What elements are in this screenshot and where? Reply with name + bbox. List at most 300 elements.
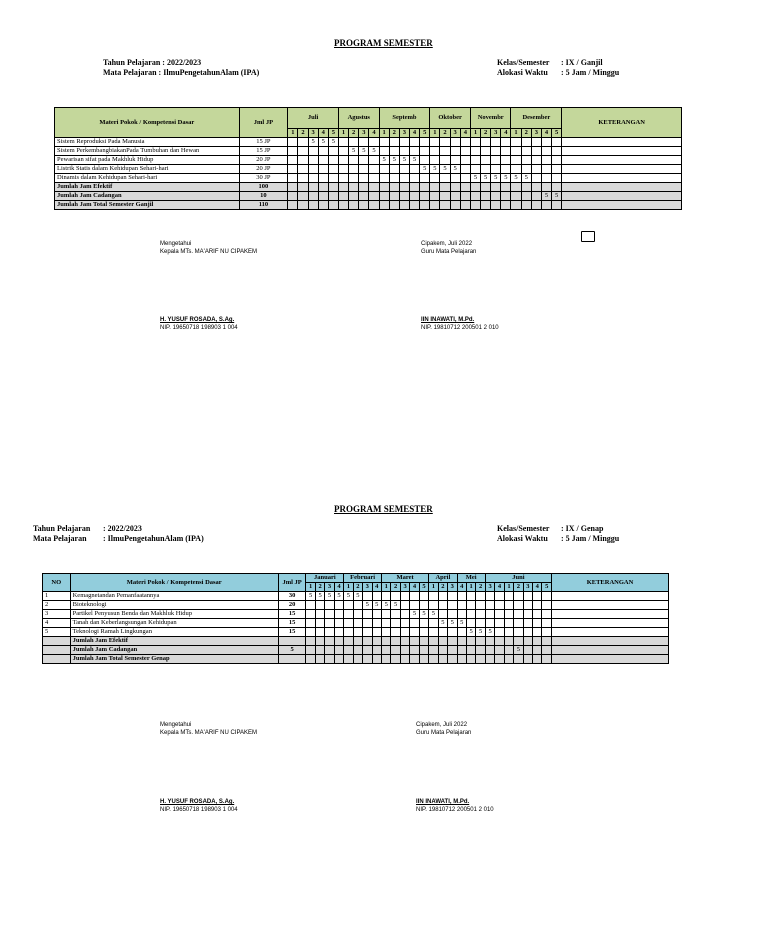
week-cell (325, 655, 334, 664)
week-cell (552, 138, 562, 147)
table-row (43, 619, 669, 628)
col-header-jml: Jml JP (239, 108, 288, 138)
week-cell (523, 619, 532, 628)
week-cell: 5 (501, 174, 511, 183)
row-no: 4 (43, 619, 71, 628)
week-cell (334, 646, 343, 655)
week-cell (457, 646, 466, 655)
row-keterangan (562, 201, 682, 210)
summary-row (55, 192, 682, 201)
table-row (55, 165, 682, 174)
week-cell (306, 619, 315, 628)
row-jml: 20 JP (239, 165, 288, 174)
sign-line: Cipakem, Juli 2022 (416, 722, 468, 728)
week-cell (511, 138, 521, 147)
alokasi-value: : 5 Jam / Minggu (561, 534, 620, 543)
week-cell (521, 165, 531, 174)
week-cell (400, 592, 409, 601)
sign-line: Kepala MTs. MA'ARIF NU CIPAKEM (160, 249, 258, 255)
week-cell (485, 601, 494, 610)
week-cell (409, 201, 419, 210)
checkbox[interactable] (581, 231, 595, 242)
week-cell (542, 592, 552, 601)
week-cell (420, 147, 430, 156)
week-cell (448, 592, 457, 601)
week-cell: 5 (353, 592, 362, 601)
signature-guru-ganjil (421, 240, 499, 332)
week-cell (542, 601, 552, 610)
week-cell (430, 138, 440, 147)
week-header: 1 (379, 129, 389, 138)
week-header: 3 (399, 129, 409, 138)
week-header: 4 (541, 129, 551, 138)
week-cell (481, 147, 491, 156)
week-cell (318, 165, 328, 174)
row-jml: 100 (239, 183, 288, 192)
row-jml: 30 JP (239, 174, 288, 183)
week-cell (430, 183, 440, 192)
week-cell (523, 601, 532, 610)
week-cell (521, 156, 531, 165)
week-cell (391, 619, 400, 628)
week-cell (491, 183, 501, 192)
week-cell (491, 147, 501, 156)
week-cell (541, 156, 551, 165)
week-cell (430, 147, 440, 156)
week-cell (308, 192, 318, 201)
week-cell (504, 592, 513, 601)
week-cell (541, 147, 551, 156)
week-cell: 5 (328, 138, 338, 147)
row-keterangan (562, 183, 682, 192)
week-cell (369, 165, 379, 174)
week-cell (410, 601, 419, 610)
week-cell (470, 138, 480, 147)
signer-name: H. YUSUF ROSADA, S.Ag. (160, 317, 235, 323)
row-keterangan (551, 628, 668, 637)
week-cell (541, 138, 551, 147)
week-cell: 5 (382, 601, 391, 610)
week-cell (419, 628, 428, 637)
week-cell (318, 147, 328, 156)
week-cell (511, 192, 521, 201)
week-cell: 5 (349, 147, 359, 156)
week-cell (349, 138, 359, 147)
page-title-genap: PROGRAM SEMESTER (334, 504, 433, 514)
week-cell (457, 592, 466, 601)
row-jml: 20 JP (239, 156, 288, 165)
week-cell (353, 646, 362, 655)
month-header: Mei (457, 574, 485, 583)
week-cell (514, 628, 523, 637)
row-jml: 15 (278, 619, 306, 628)
week-cell (533, 628, 542, 637)
week-cell (298, 138, 308, 147)
week-header: 2 (521, 129, 531, 138)
week-cell (531, 192, 541, 201)
week-cell (466, 646, 475, 655)
row-jml: 10 (239, 192, 288, 201)
week-header: 5 (542, 583, 552, 592)
month-header: Agustus (338, 108, 379, 129)
week-cell (531, 138, 541, 147)
week-cell (440, 201, 450, 210)
week-header: 4 (369, 129, 379, 138)
week-cell (466, 601, 475, 610)
week-cell (372, 646, 381, 655)
week-cell (318, 201, 328, 210)
week-cell (349, 201, 359, 210)
week-cell (511, 201, 521, 210)
row-materi: Jumlah Jam Efektif (70, 637, 278, 646)
week-cell (328, 165, 338, 174)
week-cell (349, 165, 359, 174)
week-cell (400, 601, 409, 610)
week-cell (438, 637, 447, 646)
week-cell (450, 138, 460, 147)
week-header: 3 (400, 583, 409, 592)
week-cell: 5 (306, 592, 315, 601)
signer-nip: NIP. 19810712 200501 2 010 (421, 325, 499, 331)
week-cell (400, 619, 409, 628)
week-cell (495, 646, 504, 655)
week-cell (349, 156, 359, 165)
week-header: 4 (372, 583, 381, 592)
week-cell (369, 183, 379, 192)
week-cell (531, 183, 541, 192)
week-cell (470, 165, 480, 174)
week-cell (344, 610, 353, 619)
week-cell (521, 192, 531, 201)
week-cell (504, 646, 513, 655)
week-cell (504, 601, 513, 610)
month-header: Novembr (470, 108, 511, 129)
week-cell (542, 637, 552, 646)
week-cell (363, 592, 372, 601)
week-cell: 5 (391, 601, 400, 610)
week-cell (470, 192, 480, 201)
week-cell (410, 637, 419, 646)
week-cell (457, 655, 466, 664)
week-cell (440, 183, 450, 192)
week-cell (399, 201, 409, 210)
table-row (55, 174, 682, 183)
row-no: 2 (43, 601, 71, 610)
week-cell (410, 646, 419, 655)
week-cell (338, 192, 348, 201)
week-cell (501, 192, 511, 201)
week-cell (308, 156, 318, 165)
week-cell (349, 174, 359, 183)
week-cell (372, 637, 381, 646)
week-cell (353, 619, 362, 628)
week-cell (531, 156, 541, 165)
week-cell (450, 147, 460, 156)
row-jml (278, 637, 306, 646)
week-cell (429, 655, 438, 664)
week-cell (495, 610, 504, 619)
sign-line: Guru Mata Pelajaran (416, 730, 472, 736)
week-cell (481, 192, 491, 201)
signer-name: IIN INAWATI, M.Pd. (416, 799, 470, 805)
week-cell (514, 601, 523, 610)
week-cell (476, 610, 485, 619)
week-cell (400, 628, 409, 637)
week-cell (372, 628, 381, 637)
week-cell (466, 637, 475, 646)
row-no: 1 (43, 592, 71, 601)
week-cell (429, 601, 438, 610)
week-cell (511, 156, 521, 165)
week-cell: 5 (334, 592, 343, 601)
week-cell (419, 646, 428, 655)
week-cell (334, 619, 343, 628)
week-cell: 5 (420, 165, 430, 174)
table-row (55, 138, 682, 147)
week-cell (369, 156, 379, 165)
week-cell (353, 610, 362, 619)
week-cell (334, 601, 343, 610)
week-cell (533, 601, 542, 610)
row-materi: Jumlah Jam Cadangan (70, 646, 278, 655)
row-keterangan (562, 165, 682, 174)
week-cell (491, 138, 501, 147)
week-cell: 5 (430, 165, 440, 174)
week-cell (328, 174, 338, 183)
week-cell (318, 183, 328, 192)
week-header: 4 (409, 129, 419, 138)
week-cell (523, 610, 532, 619)
week-cell (344, 637, 353, 646)
week-cell (476, 646, 485, 655)
week-cell (541, 165, 551, 174)
week-cell: 5 (410, 610, 419, 619)
week-cell (542, 619, 552, 628)
week-cell: 5 (318, 138, 328, 147)
week-cell (308, 174, 318, 183)
month-header: Desember (511, 108, 562, 129)
mapel-value: : IlmuPengetahunAlam (IPA) (103, 534, 204, 543)
week-cell (363, 619, 372, 628)
week-cell (511, 183, 521, 192)
row-materi: Jumlah Jam Efektif (55, 183, 240, 192)
week-cell (450, 174, 460, 183)
month-header: April (429, 574, 457, 583)
week-cell (495, 655, 504, 664)
sign-line: Kepala MTs. MA'ARIF NU CIPAKEM (160, 730, 258, 736)
week-cell (552, 174, 562, 183)
row-jml (278, 655, 306, 664)
week-cell (460, 138, 470, 147)
summary-row (43, 637, 669, 646)
week-cell (363, 610, 372, 619)
week-cell (485, 646, 494, 655)
week-cell (353, 628, 362, 637)
week-header: 5 (328, 129, 338, 138)
table-row (55, 147, 682, 156)
week-cell (429, 646, 438, 655)
week-cell (511, 165, 521, 174)
week-cell (533, 592, 542, 601)
week-cell (438, 610, 447, 619)
week-cell (450, 192, 460, 201)
week-cell (420, 183, 430, 192)
week-cell (552, 156, 562, 165)
week-cell (372, 619, 381, 628)
week-cell (440, 192, 450, 201)
header-genap-left (33, 524, 204, 544)
row-materi: Sistem PerkembangbiakanPada Tumbuhan dan Hewan (55, 147, 240, 156)
week-cell (308, 165, 318, 174)
week-cell (457, 637, 466, 646)
week-cell (450, 201, 460, 210)
week-header: 4 (410, 583, 419, 592)
week-header: 2 (298, 129, 308, 138)
week-cell (495, 592, 504, 601)
col-header-materi: Materi Pokok / Kompetensi Dasar (70, 574, 278, 592)
week-cell: 5 (448, 619, 457, 628)
col-header-keterangan: KETERANGAN (562, 108, 682, 138)
week-header: 5 (552, 129, 562, 138)
week-cell (501, 183, 511, 192)
week-cell: 5 (389, 156, 399, 165)
week-cell (325, 646, 334, 655)
week-cell (334, 655, 343, 664)
week-cell (328, 201, 338, 210)
week-cell (288, 147, 298, 156)
week-header: 3 (325, 583, 334, 592)
week-cell (523, 646, 532, 655)
week-cell (514, 637, 523, 646)
week-header: 2 (389, 129, 399, 138)
week-cell (409, 138, 419, 147)
week-cell (476, 655, 485, 664)
week-cell (379, 174, 389, 183)
week-header: 2 (353, 583, 362, 592)
week-cell (382, 619, 391, 628)
week-cell: 5 (541, 192, 551, 201)
week-cell: 5 (379, 156, 389, 165)
week-cell (552, 147, 562, 156)
week-header: 1 (430, 129, 440, 138)
week-cell (325, 628, 334, 637)
row-keterangan (562, 192, 682, 201)
week-cell (485, 637, 494, 646)
week-cell (409, 174, 419, 183)
week-cell: 5 (438, 619, 447, 628)
week-cell (399, 174, 409, 183)
table-row (43, 592, 669, 601)
signature-kepala-ganjil (160, 240, 257, 332)
week-cell (438, 646, 447, 655)
week-cell (533, 637, 542, 646)
week-cell: 5 (344, 592, 353, 601)
week-cell (353, 601, 362, 610)
week-cell (501, 138, 511, 147)
week-cell (400, 610, 409, 619)
week-cell (391, 637, 400, 646)
week-cell (389, 138, 399, 147)
week-cell (382, 646, 391, 655)
week-cell (399, 165, 409, 174)
week-cell (382, 655, 391, 664)
month-header: Juli (288, 108, 339, 129)
week-cell (359, 165, 369, 174)
week-cell (389, 147, 399, 156)
week-cell (511, 147, 521, 156)
row-materi: Jumlah Jam Total Semester Ganjil (55, 201, 240, 210)
week-cell (420, 156, 430, 165)
week-cell (430, 192, 440, 201)
week-header: 3 (359, 129, 369, 138)
week-cell (419, 592, 428, 601)
week-cell (521, 183, 531, 192)
tahun-pelajaran: Tahun Pelajaran : 2022/2023 (103, 58, 202, 67)
week-cell (363, 637, 372, 646)
week-cell (308, 201, 318, 210)
row-keterangan (562, 174, 682, 183)
week-header: 4 (460, 129, 470, 138)
week-cell (450, 183, 460, 192)
signature-guru-genap (416, 721, 494, 814)
week-cell (391, 655, 400, 664)
week-cell (308, 183, 318, 192)
week-cell (328, 156, 338, 165)
week-cell (460, 174, 470, 183)
week-cell (338, 183, 348, 192)
mapel-label: Mata Pelajaran (33, 534, 87, 543)
row-materi: Tanah dan Keberlangsungan Kehidupan (70, 619, 278, 628)
week-cell (440, 138, 450, 147)
week-header: 2 (476, 583, 485, 592)
table-row (55, 156, 682, 165)
week-cell (430, 201, 440, 210)
week-cell (533, 610, 542, 619)
week-cell (460, 147, 470, 156)
week-cell (363, 655, 372, 664)
row-jml: 30 (278, 592, 306, 601)
week-cell (448, 628, 457, 637)
week-cell (438, 601, 447, 610)
sign-line: Guru Mata Pelajaran (421, 249, 477, 255)
week-cell: 5 (521, 174, 531, 183)
week-cell (533, 646, 542, 655)
week-cell: 5 (491, 174, 501, 183)
week-header: 3 (531, 129, 541, 138)
week-cell (514, 655, 523, 664)
week-cell: 5 (325, 592, 334, 601)
week-header: 1 (429, 583, 438, 592)
week-header: 3 (450, 129, 460, 138)
week-cell (306, 601, 315, 610)
week-cell (298, 147, 308, 156)
summary-row (55, 201, 682, 210)
col-header-materi: Materi Pokok / Kompetensi Dasar (55, 108, 240, 138)
week-cell (501, 201, 511, 210)
week-cell (315, 637, 324, 646)
week-cell (379, 165, 389, 174)
week-cell (315, 628, 324, 637)
schedule-table-genap (42, 573, 669, 664)
row-keterangan (551, 619, 668, 628)
week-header: 1 (382, 583, 391, 592)
week-cell (359, 156, 369, 165)
week-cell (523, 592, 532, 601)
week-cell (542, 628, 552, 637)
week-cell (440, 174, 450, 183)
week-cell (338, 156, 348, 165)
week-cell (466, 592, 475, 601)
